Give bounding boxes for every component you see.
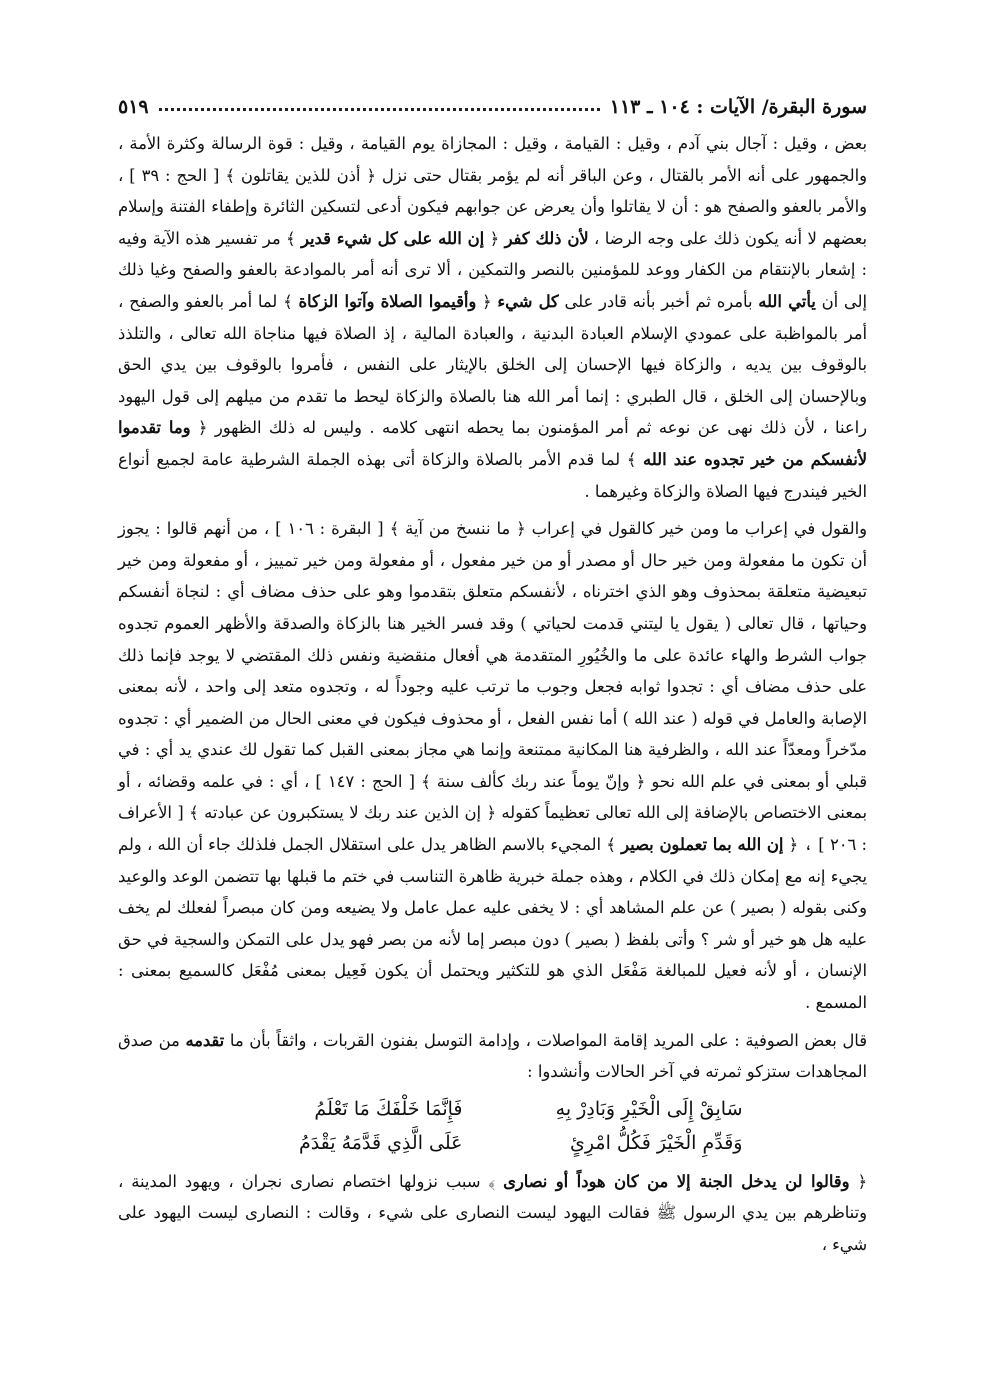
verse-first-hemistich: وَقَدِّمِ الْخَيْرَ فَكُلُّ امْرِئٍ — [570, 1131, 743, 1154]
bold-segment: لأن ذلك كفر — [504, 228, 589, 248]
text-segment: ﴾ المجيء بالاسم الظاهر يدل على استقلال الجمل فلذلك جاء أن الله ، ولم يجيء إنه مع إمكان ذلك في الكلام ، وهذه جملة خبرية ظاهرة التناسب في ختم ما قبلها بها تتضمن الوعد والوعيد وكنى بقوله ( بصير ) عن علم المشاهد أي : لا يخفى عليه عمل عامل ولا يضيعه ومن كان مبصراً لفعلك لم يخف عليه هل هو خير أو شر ؟ وأتى بلفظ ( بصير ) دون مبصر إما لأنه من بصر فهو يدل على التمكن والسجية في حق الإنسان ، أو لأنه فعيل للمبالغة مَفْعَل الذي هو للتكثير ويحتمل أن يكون فَعِيل بمعنى مُفْعَل كالسميع بمعنى : المسمع . — [118, 835, 867, 1013]
bold-segment: وأقيموا الصلاة وآتوا الزكاة — [298, 291, 477, 311]
page-header — [118, 86, 867, 118]
bold-segment: إن الله بما تعملون بصير — [621, 835, 784, 855]
paragraph-4 — [118, 1166, 867, 1261]
bold-segment: يأتي الله — [758, 291, 816, 311]
text-segment: ﴾ لما أمر بالعفو والصفح ، أمر بالمواظبة على عمودي الإسلام العبادة البدنية ، والعبادة المالية ، إذ الصلاة فيها مناجاة الله تعالى ، والتلذذ بالوقوف بين يديه ، والزكاة فيها الإحسان إلى الخلق بالإيثار على النفس ، فأمروا بالوقوف بين يدي الحق وبالإحسان إلى الخلق ، قال الطبري : إنما أمر الله هنا بالصلاة والزكاة ليحط ما تقدم من ميلهم إلى قول اليهود راعنا ، لأن ذلك نهى عن نوعه ثم أمر المؤمنون بما يحطه انتهى كلامه . وليس له ذلك الظهور ﴿ — [118, 291, 867, 438]
text-segment: بأمره ثم أخبر بأنه قادر على — [558, 291, 759, 311]
poem — [118, 1092, 867, 1160]
poem-verse — [118, 1126, 867, 1160]
text-segment: ﴾ لما قدم الأمر بالصلاة والزكاة أتى بهذه الجملة الشرطية عامة لجميع أنواع الخير فيندرج فيها الصلاة والزكاة وغيرهما . — [118, 449, 867, 501]
text-segment: والقول في إعراب ما ومن خير كالقول في إعراب ﴿ ما ننسخ من آية ﴾ [ البقرة : ١٠٦ ] ، من أنهم قالوا : يجوز أن تكون ما مفعولة ومن خير حال أو مصدر أو من خير مفعول ، أو مفعولة ومن خير تمييز ، أو مفعولة ومن خير تبعيضية متعلقة بمحذوف وهو الذي اخترناه ، لأنفسكم متعلق بتقدموا وهو على حذف مضاف أي : لنجاة أنفسكم وحياتها ، قال تعالى ( يقول يا ليتني قدمت لحياتي ) وقد فسر الخير هنا بالزكاة والصدقة والأظهر العموم تجدوه جواب الشرط والهاء عائدة على ما والخُيُورِ المتقدمة هي أفعال منقضية ونفس ذلك المقتضي لا يوجد فإنما ذلك على حذف مضاف أي : تجدوا ثوابه فجعل وجوب ما ترتب عليه وجوداً له ، وتجدوه متعد إلى واحد ، لأنه بمعنى الإصابة والعامل في قوله ( عند الله ) أما نفس الفعل ، أو محذوف فيكون في معنى الحال من الضمير أي : تجدوه مدّخراً ومعدّاً عند الله ، والظرفية هنا المكانية ممتنعة وإنما هي مجاز بمعنى القبل كما تقول لك عندي يد أي : في قبلي أو بمعنى في علم الله نحو ﴿ وإنّ يوماً عند ربك كألف سنة ﴾ [ الحج : ١٤٧ ] ، أي : في علمه وقضائه ، أو بمعنى الاختصاص بالإضافة إلى الله تعالى تعظيماً كقوله ﴿ إن الذين عند ربك لا يستكبرون عن عبادته ﴾ [ الأعراف : ٢٠٦ ] ، ﴿ — [118, 519, 867, 855]
page-number: ٥١٩ — [118, 96, 149, 118]
text-segment: ﴿ — [476, 291, 498, 311]
bold-segment: تقدمه — [185, 1030, 225, 1050]
bold-segment: كل شيء — [497, 291, 559, 311]
bold-segment: وما تقدموا لأنفسكم من خير تجدوه عند الله — [118, 418, 868, 469]
text-segment: ﴿ — [849, 1171, 867, 1191]
paragraph-2 — [118, 513, 867, 1019]
text-segment: ﴾ مر تفسير هذه الآية وفيه : إشعار بالإنتقام من الكفار ووعد للمؤمنين بالنصر والتمكين ، ألا ترى أنه أمر بالموادعة بالعفو والصفح وغيا ذلك إلى أن — [118, 228, 867, 311]
text-segment: بعض ، وقيل : آجال بني آدم ، وقيل : القيامة ، وقيل : المجازاة يوم القيامة ، وقيل : قوة الرسالة وكثرة الأمة ، والجمهور على أنه الأمر بالقتال ، وعن الباقر أنه لم يؤمر بقتال حتى نزل ﴿ أذن للذين يقاتلون ﴾ [ الحج : ٣٩ ] ، والأمر بالعفو والصفح هو : أن لا يقاتلوا وأن يعرض عن جوابهم فيكون أدعى لتسكين الثائرة وإطفاء الفتنة وإسلام بعضهم لا أنه يكون ذلك على وجه الرضا ، — [118, 134, 867, 248]
text-segment: ﴿ — [484, 228, 505, 248]
paragraph-3 — [118, 1025, 867, 1088]
bold-segment: إن الله على كل شيء قدير — [301, 228, 485, 248]
verse-first-hemistich: سَابِقْ إِلَى الْخَيْرِ وَبَادِرْ بِهِ — [555, 1097, 743, 1120]
text-segment: ﴾ سبب نزولها اختصام نصارى نجران ، ويهود المدينة ، وتناظرهم بين يدي الرسول ﷺ فقالت اليهود ليست النصارى على شيء ، وقالت : النصارى ليست اليهود على شيء ، — [118, 1171, 867, 1254]
paragraph-1 — [118, 128, 867, 507]
verse-second-hemistich: فَإِنَّمَا خَلْفَكَ مَا تَعْلَمُ — [314, 1097, 463, 1120]
poem-verse — [118, 1092, 867, 1126]
text-segment: من صدق المجاهدات ستزكو ثمرته في آخر الحالات وأنشدوا : — [118, 1030, 867, 1082]
page-body — [118, 128, 867, 1261]
bold-segment: وقالوا لن يدخل الجنة إلا من كان هوداً أو نصارى — [503, 1171, 850, 1191]
verse-second-hemistich: عَلَى الَّذِي قَدَّمَهُ يَقْدَمُ — [298, 1131, 463, 1154]
text-segment: قال بعض الصوفية : على المريد إقامة المواصلات ، وإدامة التوسل بفنون القربات ، واثقاً بأن ما — [224, 1030, 867, 1050]
running-title: سورة البقرة/ الآيات : ١٠٤ ـ ١١٣ — [609, 96, 867, 118]
dotted-leader — [159, 107, 600, 111]
